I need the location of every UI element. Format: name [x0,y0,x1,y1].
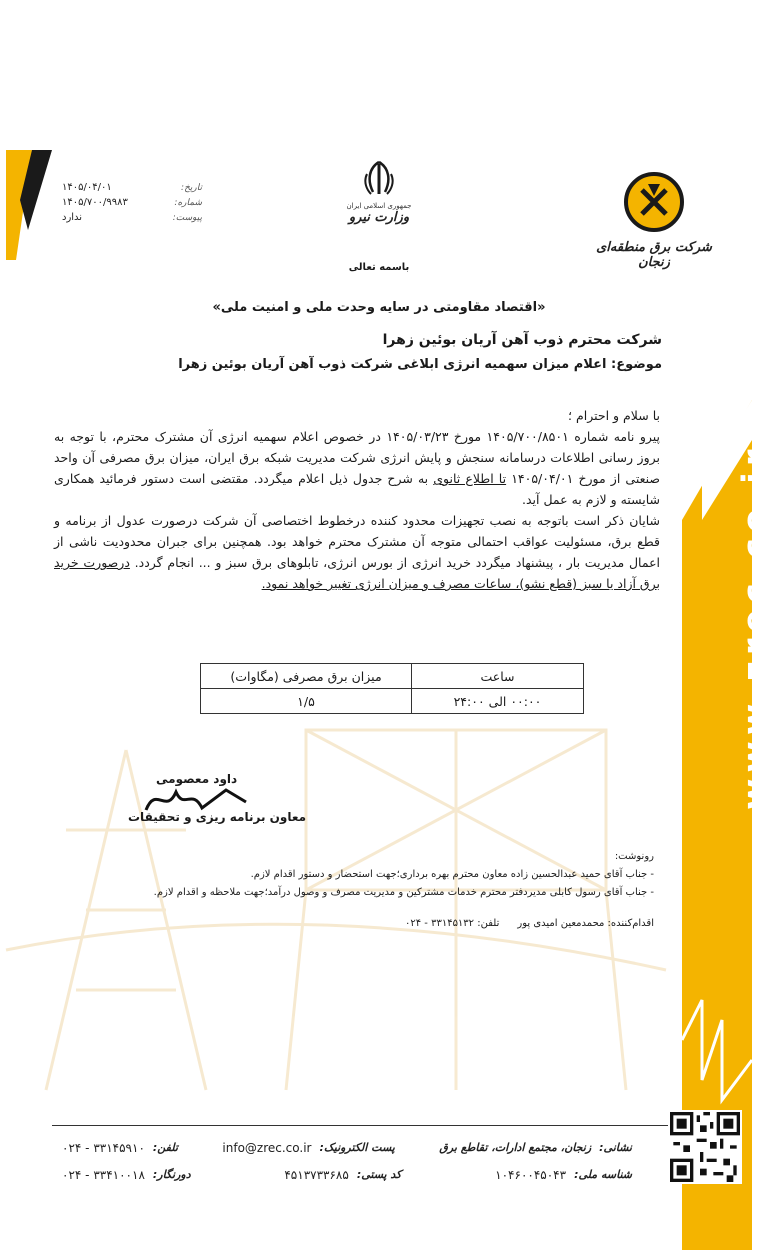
footer-phone [62,1141,178,1155]
footer-row [62,1161,632,1188]
footer-row [62,1134,632,1161]
paragraph-1-underlined: تا اطلاع ثانوی [433,471,507,486]
table-cell-hours: ۰۰:۰۰ الی ۲۴:۰۰ [412,689,584,714]
letter-meta [62,180,202,225]
cc-line: - جناب آقای رسول کابلی مدیردفتر محترم خدمات مشترکین و مدیریت مصرف و وصول درآمد؛جهت ملاحظه و اقدام لازم. [153,887,654,898]
footer-address [439,1141,632,1154]
emblem-subtitle: جمهوری اسلامی ایران [346,202,412,210]
paragraph-2 [54,510,660,594]
meta-date-row [62,180,202,195]
company-logo [584,162,724,270]
meta-attachment-value: ندارد [62,212,83,223]
side-website-url: www.zrec.co.ir [736,443,776,810]
motto: «اقتصاد مقاومتی در سایه وحدت ملی و امنیت ملی» [212,300,546,315]
paragraph-1-text: پیرو نامه شماره ۱۴۰۵/۷۰۰/۸۵۰۱ مورخ ۱۴۰۵/۰۳/۲۳ در خصوص اعلام سهمیه انرژی آن مشترک محترم، با توجه به بروز رسانی اطلاعات درسامانه سنجش و پایش انرژی شرکت مدیریت شبکه برق ایران، میزان برق مصرفی آن واحد صنعتی از مورخ ۱۴۰۵/۰۴/۰۱ [54,429,661,486]
quota-table [200,663,584,714]
subject-line: موضوع: اعلام میزان سهمیه انرژی ابلاغی شرکت ذوب آهن آریان بوئین زهرا [178,357,662,372]
footer-address-label: نشانی: [599,1141,632,1154]
letter-footer [62,1134,632,1194]
signer-title: معاون برنامه ریزی و تحقیقات [128,810,307,824]
table-header-power: میزان برق مصرفی (مگاوات) [201,664,412,689]
meta-date-value: ۱۴۰۵/۰۴/۰۱ [62,182,112,193]
invocation: باسمه تعالی [348,262,410,273]
table-cell-power: ۱/۵ [201,689,412,714]
footer-phone-label: تلفن: [152,1141,178,1154]
signer-name: داود معصومی [156,772,238,786]
footer-fax [62,1168,191,1182]
meta-number-row [62,195,202,210]
meta-date-label: تاریخ: [181,182,202,193]
footer-fax-label: دورنگار: [152,1168,191,1181]
footer-postal [284,1168,401,1182]
footer-divider [52,1125,692,1126]
ministry-name: وزارت نیرو [348,210,410,225]
corner-decoration [6,150,56,260]
ministry-emblem [344,160,414,225]
cc-label: رونوشت: [614,851,654,862]
meta-attachment-row [62,210,202,225]
footer-email [222,1141,394,1155]
cc-section [146,848,654,902]
actor-phone: تلفن: ۳۳۱۴۵۱۳۲ - ۰۲۴ [404,918,500,929]
letter-body [54,405,660,594]
paragraph-1 [54,426,660,510]
footer-postal-label: کد پستی: [356,1168,402,1181]
footer-national-id-value: ۱۰۴۶۰۰۴۵۰۴۳ [495,1167,567,1182]
paragraph-2-underlined: درصورت خرید برق آزاد یا سبز (قطع نشو)، ساعات مصرف و میزان انرژی تغییر خواهد نمود. [54,555,660,591]
actor-line [405,918,654,929]
company-logo-icon [622,170,686,234]
footer-postal-value: ۴۵۱۳۷۳۳۶۸۵ [284,1167,349,1182]
meta-number-value: ۱۴۰۵/۷۰۰/۹۹۸۳ [62,197,128,208]
table-header-row [201,664,584,689]
footer-email-label: پست الکترونیک: [319,1141,395,1154]
paragraph-1-tail: به شرح جدول ذیل اعلام میگردد. مقتضی است دستور فرمائید همکاری شایسته و لازم به عمل آید. [54,471,660,507]
footer-national-id-label: شناسه ملی: [574,1168,632,1181]
footer-national-id [495,1168,632,1182]
table-row [201,689,584,714]
footer-address-value: زنجان، مجتمع ادارات، تقاطع برق [439,1141,592,1154]
letter-page [6,150,776,1200]
iran-emblem-icon [361,160,397,198]
cc-line: - جناب آقای حمید عبدالحسین زاده معاون محترم بهره برداری؛جهت استحضار و دستور اقدام لازم. [250,869,654,880]
actor-name: اقدام‌کننده: محمدمعین امیدی پور [517,918,654,929]
qr-code [668,1110,742,1184]
recipient: شرکت محترم ذوب آهن آریان بوئین زهرا [382,332,662,348]
footer-email-value[interactable]: info@zrec.co.ir [222,1140,312,1155]
greeting: با سلام و احترام ؛ [568,408,660,423]
logo-caption: شرکت برق منطقه‌ای زنجان [596,240,712,270]
paragraph-2-text: شایان ذکر است باتوجه به نصب تجهیزات محدود کننده درخطوط اختصاصی آن شرکت درصورت عدول از برنامه و قطع برق، مسئولیت عواقب احتمالی متوجه آن مشترک محترم خواهد بود. همچنین برای جبران محدودیت ناشی از اعمال مدیریت بار ، پیشنهاد میگردد خرید انرژی از بورس انرژی، تابلوهای برق سبز و ... انجام گردد. [54,513,660,570]
footer-fax-value: ۳۳۴۱۰۰۱۸ - ۰۲۴ [62,1167,145,1182]
meta-number-label: شماره: [174,197,202,208]
meta-attachment-label: پیوست: [172,212,202,223]
footer-phone-value: ۳۳۱۴۵۹۱۰ - ۰۲۴ [62,1140,145,1155]
table-header-hours: ساعت [412,664,584,689]
